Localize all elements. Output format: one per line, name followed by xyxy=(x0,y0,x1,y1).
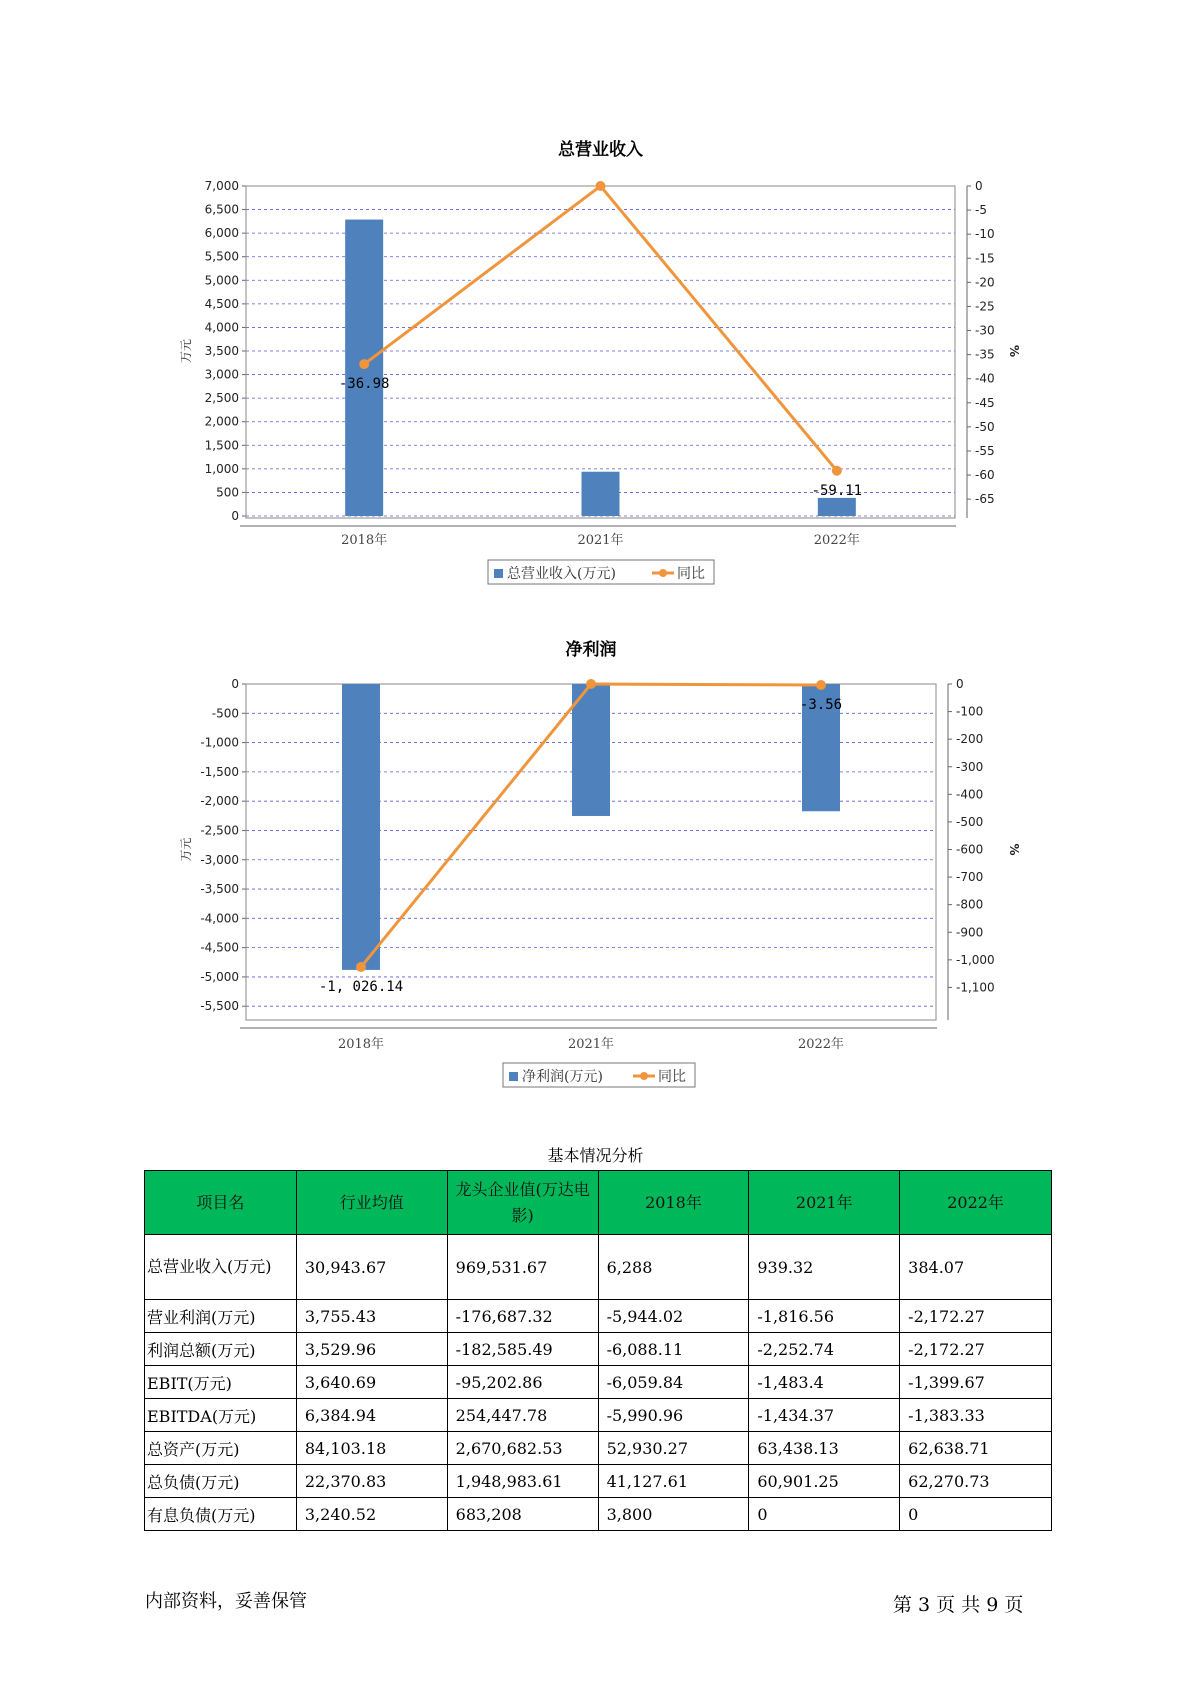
y2-tick-label: -40 xyxy=(975,371,995,386)
table-cell: 384.07 xyxy=(900,1235,1052,1300)
header-cell: 2018年 xyxy=(598,1171,749,1235)
table-cell: -1,399.67 xyxy=(900,1366,1052,1399)
yoy-point xyxy=(359,359,369,369)
table-cell: 总负债(万元) xyxy=(145,1465,297,1498)
yoy-data-label: -59.11 xyxy=(811,482,863,499)
table-cell: -2,172.27 xyxy=(900,1300,1052,1333)
y2-axis-label: % xyxy=(1007,843,1021,856)
table-row xyxy=(145,1235,1052,1300)
y-tick-label: 0 xyxy=(231,509,239,523)
y2-tick-label: -65 xyxy=(975,492,995,507)
y2-tick-label: -5 xyxy=(975,203,987,218)
revenue-chart-container xyxy=(0,130,1191,590)
y2-tick-label: -10 xyxy=(975,227,995,242)
table-cell: 30,943.67 xyxy=(296,1235,447,1300)
basic-analysis-table xyxy=(144,1170,1052,1531)
table-cell: 总营业收入(万元) xyxy=(145,1235,297,1300)
y-tick-label: 7,000 xyxy=(204,179,239,193)
header-cell: 2021年 xyxy=(749,1171,900,1235)
y-tick-label: -4,500 xyxy=(200,940,239,955)
table-cell: 总资产(万元) xyxy=(145,1432,297,1465)
table-cell: 62,270.73 xyxy=(900,1465,1052,1498)
table-cell: -176,687.32 xyxy=(447,1300,598,1333)
table-cell: 1,948,983.61 xyxy=(447,1465,598,1498)
yoy-data-label: -36.98 xyxy=(338,376,390,393)
y-tick-label: 5,000 xyxy=(204,273,239,288)
yoy-line xyxy=(364,186,837,471)
y-tick-label: 3,000 xyxy=(204,367,239,382)
y2-tick-label: -900 xyxy=(956,925,984,940)
table-cell: -182,585.49 xyxy=(447,1333,598,1366)
bar-0-1 xyxy=(582,472,620,516)
table-row xyxy=(145,1498,1052,1531)
x-tick-label: 2022年 xyxy=(797,1037,845,1052)
y-tick-label: -4,000 xyxy=(200,911,239,926)
y-tick-label: 0 xyxy=(231,677,239,691)
bar-0-2 xyxy=(818,498,856,516)
y-tick-label: 6,500 xyxy=(204,202,239,217)
table-cell: -1,816.56 xyxy=(749,1300,900,1333)
y2-tick-label: -700 xyxy=(956,870,984,885)
y2-tick-label: -300 xyxy=(956,759,984,774)
y-tick-label: 1,000 xyxy=(204,461,239,476)
legend-line-label: 同比 xyxy=(658,1069,686,1085)
table-cell: EBITDA(万元) xyxy=(145,1399,297,1432)
y-axis-label: 万元 xyxy=(179,338,193,364)
yoy-point xyxy=(596,181,606,191)
table-cell: 6,384.94 xyxy=(296,1399,447,1432)
table-cell: 22,370.83 xyxy=(296,1465,447,1498)
y2-tick-label: -45 xyxy=(975,395,995,410)
y2-tick-label: -55 xyxy=(975,443,995,458)
y-axis-label: 万元 xyxy=(179,837,193,862)
y-tick-label: 6,000 xyxy=(204,226,239,241)
legend-bar-swatch xyxy=(494,569,503,578)
y-tick-label: -500 xyxy=(211,706,239,721)
table-cell: 2,670,682.53 xyxy=(447,1432,598,1465)
y-tick-label: 3,500 xyxy=(204,344,239,358)
legend-bar-label: 净利润(万元) xyxy=(522,1069,603,1085)
y2-tick-label: -35 xyxy=(975,347,995,362)
table-cell: 939.32 xyxy=(749,1235,900,1300)
y-tick-label: -2,500 xyxy=(200,823,239,838)
table-cell: 有息负债(万元) xyxy=(145,1498,297,1531)
y2-tick-label: -20 xyxy=(975,275,995,290)
y2-tick-label: -15 xyxy=(975,251,995,266)
y2-tick-label: -400 xyxy=(956,787,984,802)
table-header-row xyxy=(145,1171,1052,1235)
yoy-point xyxy=(816,680,826,690)
table-cell: -1,483.4 xyxy=(749,1366,900,1399)
legend-bar-label: 总营业收入(万元) xyxy=(507,566,616,582)
y-tick-label: 1,500 xyxy=(204,438,239,453)
y-tick-label: 5,500 xyxy=(204,249,239,264)
legend-line-label: 同比 xyxy=(677,566,705,582)
header-cell: 行业均值 xyxy=(296,1171,447,1235)
y2-tick-label: 0 xyxy=(956,677,964,691)
chart-title: 净利润 xyxy=(565,640,617,660)
bar-1-1 xyxy=(572,684,610,816)
table-cell: -6,088.11 xyxy=(598,1333,749,1366)
table-cell: -5,944.02 xyxy=(598,1300,749,1333)
legend-line-marker xyxy=(659,569,667,577)
y2-tick-label: -25 xyxy=(975,299,995,314)
y-tick-label: 2,500 xyxy=(204,391,239,406)
table-cell: 63,438.13 xyxy=(749,1432,900,1465)
y2-tick-label: -50 xyxy=(975,419,995,434)
table-title: 基本情况分析 xyxy=(547,1146,644,1165)
table-cell: -2,252.74 xyxy=(749,1333,900,1366)
yoy-data-label: -3.56 xyxy=(799,696,843,713)
y-tick-label: 500 xyxy=(216,485,239,500)
table-cell: -2,172.27 xyxy=(900,1333,1052,1366)
table-row xyxy=(145,1366,1052,1399)
yoy-point xyxy=(356,962,366,972)
y-tick-label: -2,000 xyxy=(200,794,239,809)
footer-page-number: 第 3 页 共 9 页 xyxy=(893,1594,1024,1616)
y2-tick-label: -1,100 xyxy=(956,980,995,995)
table-cell: -5,990.96 xyxy=(598,1399,749,1432)
net-profit-chart xyxy=(0,630,1191,1090)
table-cell: 60,901.25 xyxy=(749,1465,900,1498)
y2-tick-label: -30 xyxy=(975,323,995,338)
y2-tick-label: -200 xyxy=(956,732,984,747)
table-cell: 3,755.43 xyxy=(296,1300,447,1333)
table-cell: 3,640.69 xyxy=(296,1366,447,1399)
header-cell: 2022年 xyxy=(900,1171,1052,1235)
table-cell: -1,383.33 xyxy=(900,1399,1052,1432)
header-cell: 龙头企业值(万达电影) xyxy=(447,1171,598,1235)
table-cell: 683,208 xyxy=(447,1498,598,1531)
table-row xyxy=(145,1432,1052,1465)
table-cell: EBIT(万元) xyxy=(145,1366,297,1399)
table-cell: 84,103.18 xyxy=(296,1432,447,1465)
table-row xyxy=(145,1333,1052,1366)
y-tick-label: 4,500 xyxy=(204,296,239,311)
table-cell: 利润总额(万元) xyxy=(145,1333,297,1366)
legend-line-marker xyxy=(640,1072,648,1080)
table-cell: 52,930.27 xyxy=(598,1432,749,1465)
table-cell: 6,288 xyxy=(598,1235,749,1300)
table-cell: 3,240.52 xyxy=(296,1498,447,1531)
net-profit-chart-container xyxy=(0,630,1191,1090)
y-tick-label: -1,000 xyxy=(200,735,239,750)
legend-bar-swatch xyxy=(509,1072,518,1081)
yoy-data-label: -1, 026.14 xyxy=(318,979,404,996)
revenue-chart xyxy=(0,130,1191,590)
x-tick-label: 2018年 xyxy=(337,1037,385,1052)
table-cell: 3,529.96 xyxy=(296,1333,447,1366)
x-tick-label: 2021年 xyxy=(567,1037,615,1052)
y-tick-label: -5,500 xyxy=(200,999,239,1014)
y2-tick-label: -100 xyxy=(956,704,984,719)
table-row xyxy=(145,1300,1052,1333)
y2-tick-label: -500 xyxy=(956,814,984,829)
y-tick-label: 4,000 xyxy=(204,320,239,335)
x-tick-label: 2018年 xyxy=(341,533,388,548)
y2-axis-label: % xyxy=(1007,344,1021,358)
yoy-point xyxy=(586,679,596,689)
x-tick-label: 2021年 xyxy=(577,533,624,548)
table-cell: -95,202.86 xyxy=(447,1366,598,1399)
table-row xyxy=(145,1399,1052,1432)
table-cell: 254,447.78 xyxy=(447,1399,598,1432)
chart-title: 总营业收入 xyxy=(558,140,643,160)
y2-tick-label: -800 xyxy=(956,897,984,912)
table-cell: 0 xyxy=(900,1498,1052,1531)
x-tick-label: 2022年 xyxy=(813,533,860,548)
header-cell: 项目名 xyxy=(145,1171,297,1235)
table-cell: 3,800 xyxy=(598,1498,749,1531)
y-tick-label: -3,500 xyxy=(200,882,239,897)
bar-1-0 xyxy=(342,684,380,970)
table-cell: 41,127.61 xyxy=(598,1465,749,1498)
y2-tick-label: -60 xyxy=(975,468,995,483)
y-tick-label: 2,000 xyxy=(204,414,239,429)
table-cell: 62,638.71 xyxy=(900,1432,1052,1465)
y2-tick-label: -1,000 xyxy=(956,952,995,967)
y-tick-label: -5,000 xyxy=(200,969,239,984)
table-row xyxy=(145,1465,1052,1498)
yoy-point xyxy=(832,466,842,476)
y-tick-label: -3,000 xyxy=(200,852,239,867)
table-cell: 营业利润(万元) xyxy=(145,1300,297,1333)
y2-tick-label: -600 xyxy=(956,842,984,857)
table-cell: -6,059.84 xyxy=(598,1366,749,1399)
y2-tick-label: 0 xyxy=(975,179,983,193)
table-cell: -1,434.37 xyxy=(749,1399,900,1432)
y-tick-label: -1,500 xyxy=(200,764,239,779)
table-cell: 0 xyxy=(749,1498,900,1531)
footer-confidential-note: 内部资料，妥善保管 xyxy=(145,1591,307,1612)
table-cell: 969,531.67 xyxy=(447,1235,598,1300)
